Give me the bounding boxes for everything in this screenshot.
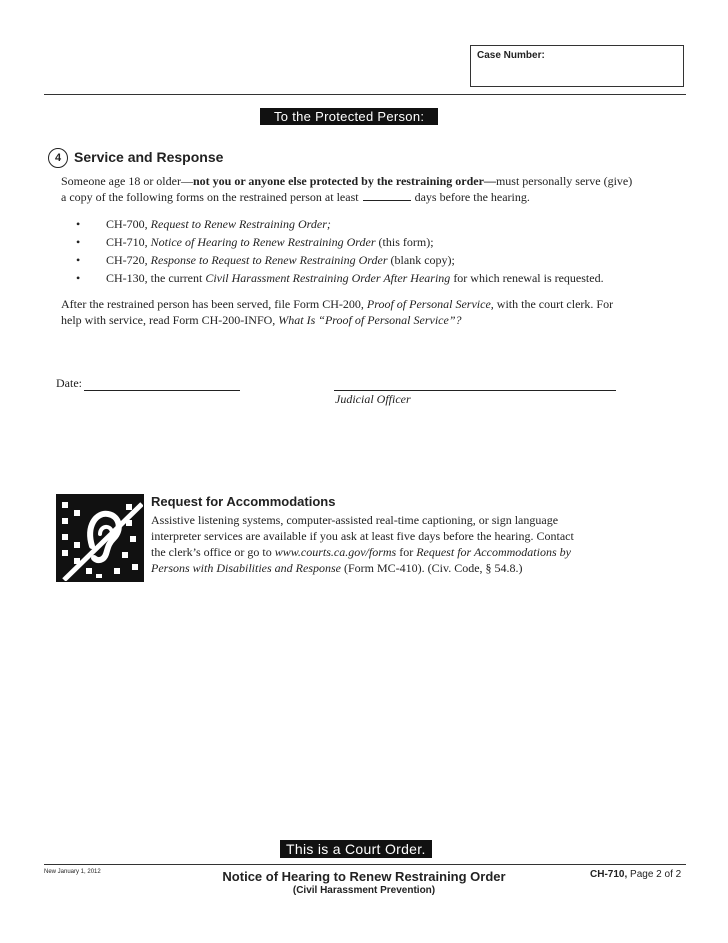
form-note: (blank copy); bbox=[387, 253, 455, 267]
form-code: CH-720, bbox=[106, 253, 151, 267]
section-number-badge: 4 bbox=[48, 148, 68, 168]
page-number: Page 2 of 2 bbox=[627, 869, 682, 880]
acc-line-4: (Form MC-410). (Civ. Code, § 54.8.) bbox=[341, 561, 523, 575]
intro-text-end: days before the hearing. bbox=[414, 190, 530, 204]
date-field[interactable] bbox=[84, 390, 240, 391]
form-code: CH-130, the current bbox=[106, 271, 206, 285]
bullet-icon: • bbox=[76, 217, 81, 231]
protected-person-banner: To the Protected Person: bbox=[260, 108, 438, 125]
list-item bbox=[76, 233, 604, 251]
acc-line-3: the clerk’s office or go to bbox=[151, 545, 275, 559]
service-intro bbox=[61, 173, 701, 205]
after-service-text bbox=[61, 296, 706, 328]
form-title: Notice of Hearing to Renew Restraining Order bbox=[222, 869, 506, 884]
accommodations-title: Request for Accommodations bbox=[151, 494, 336, 509]
bullet-icon: • bbox=[76, 253, 81, 267]
footer-divider bbox=[44, 864, 686, 865]
after-text: After the restrained person has been served, file Form CH-200, bbox=[61, 297, 367, 311]
bullet-icon: • bbox=[76, 271, 81, 285]
acc-line-2: interpreter services are available if you ask at least five days before the hearing. Contact bbox=[151, 529, 574, 543]
section-title: Service and Response bbox=[74, 149, 224, 165]
forms-list bbox=[76, 215, 604, 287]
header-divider bbox=[44, 94, 686, 95]
intro-text: Someone age 18 or older— bbox=[61, 174, 193, 188]
case-number-box[interactable] bbox=[470, 45, 684, 87]
form-code: CH-710, bbox=[106, 235, 151, 249]
form-code: CH-700, bbox=[106, 217, 151, 231]
form-code: CH-710, bbox=[590, 869, 628, 880]
bullet-icon: • bbox=[76, 235, 81, 249]
accommodations-text bbox=[151, 512, 721, 576]
acc-line-1: Assistive listening systems, computer-assisted real-time captioning, or sign language bbox=[151, 513, 559, 527]
intro-text-line2: a copy of the following forms on the restrained person at least bbox=[61, 190, 359, 204]
intro-text-cont: must personally serve (give) bbox=[495, 174, 633, 188]
intro-bold-text: not you or anyone else protected by the restraining order— bbox=[192, 174, 496, 188]
acc-line-3b: for bbox=[396, 545, 417, 559]
form-title: Civil Harassment Restraining Order After Hearing bbox=[205, 271, 451, 285]
court-order-banner: This is a Court Order. bbox=[280, 840, 432, 858]
form-title: Request to Renew Restraining Order; bbox=[150, 217, 331, 231]
form-title: Response to Request to Renew Restraining Order bbox=[150, 253, 388, 267]
judicial-officer-signature-field[interactable] bbox=[334, 390, 616, 391]
date-label: Date: bbox=[56, 376, 82, 390]
after-italic: Proof of Personal Service, bbox=[366, 297, 494, 311]
acc-italic: Request for Accommodations by bbox=[416, 545, 571, 559]
case-number-label: Case Number: bbox=[477, 50, 545, 61]
form-note: for which renewal is requested. bbox=[450, 271, 604, 285]
after-italic-2: What Is “Proof of Personal Service”? bbox=[278, 313, 462, 327]
list-item bbox=[76, 251, 604, 269]
form-subtitle: (Civil Harassment Prevention) bbox=[292, 885, 436, 896]
page-indicator bbox=[590, 869, 681, 880]
list-item bbox=[76, 215, 604, 233]
list-item bbox=[76, 269, 604, 287]
courts-forms-link[interactable]: www.courts.ca.gov/forms bbox=[274, 545, 397, 559]
acc-italic-2: Persons with Disabilities and Response bbox=[151, 561, 341, 575]
after-text-cont: with the court clerk. For bbox=[493, 297, 614, 311]
after-text-line2: help with service, read Form CH-200-INFO, bbox=[61, 313, 279, 327]
hearing-assistance-icon bbox=[56, 494, 144, 582]
form-title: Notice of Hearing to Renew Restraining Order bbox=[150, 235, 376, 249]
revision-date: New January 1, 2012 bbox=[44, 869, 101, 875]
judicial-officer-label: Judicial Officer bbox=[335, 392, 411, 406]
form-note: (this form); bbox=[375, 235, 434, 249]
days-blank-field[interactable] bbox=[363, 190, 411, 201]
